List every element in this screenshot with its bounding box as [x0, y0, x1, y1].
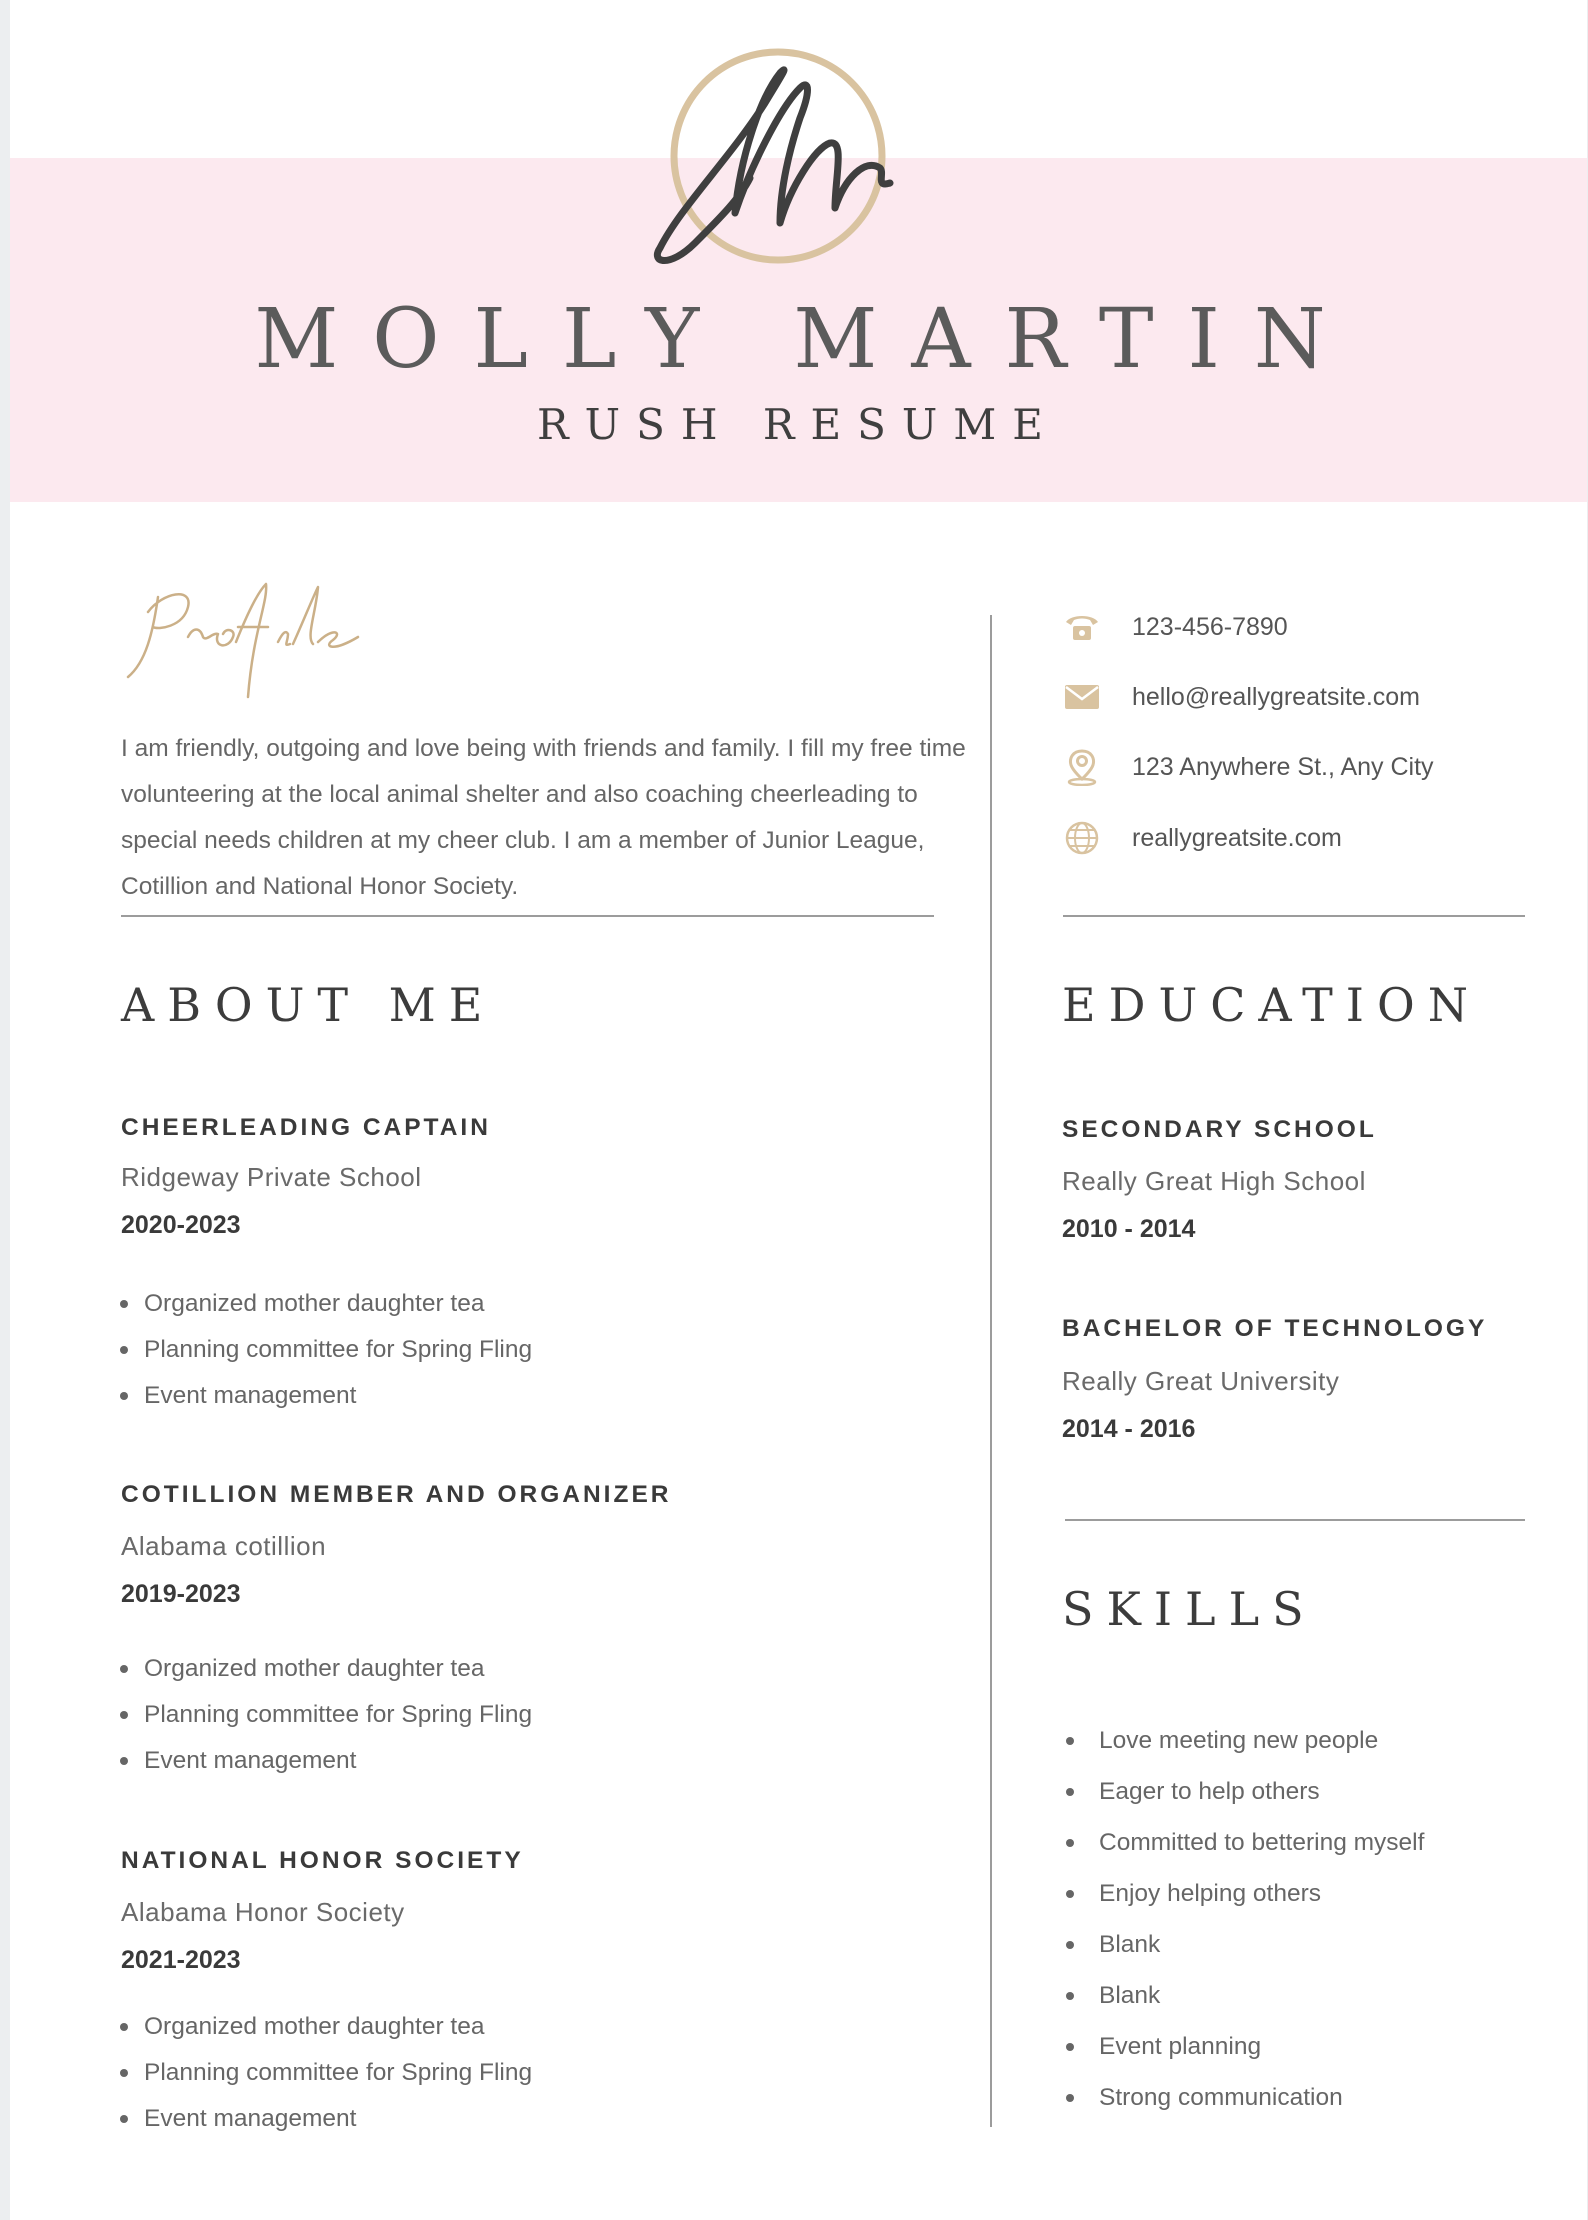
- skills-list: [1066, 1715, 1424, 2123]
- education-entry-school: Really Great High School: [1062, 1166, 1366, 1196]
- column-divider: [990, 615, 992, 2127]
- about-entry-bullets: [120, 1646, 532, 1784]
- about-entry-title: COTILLION MEMBER AND ORGANIZER: [121, 1481, 672, 1508]
- about-entry-years: 2020-2023: [121, 1211, 241, 1239]
- phone-icon: [1062, 607, 1102, 647]
- skill-item: Enjoy helping others: [1066, 1868, 1424, 1919]
- about-entry-years: 2021-2023: [121, 1946, 241, 1974]
- phone-number: 123-456-7890: [1132, 612, 1288, 641]
- skill-item: Eager to help others: [1066, 1766, 1424, 1817]
- list-item: Planning committee for Spring Fling: [120, 2050, 532, 2096]
- list-item: Planning committee for Spring Fling: [120, 1327, 532, 1373]
- about-entry-years: 2019-2023: [121, 1580, 241, 1608]
- globe-icon: [1062, 818, 1102, 858]
- list-item: Event management: [120, 1738, 532, 1784]
- skill-item: Event planning: [1066, 2021, 1424, 2072]
- education-entry-title: SECONDARY SCHOOL: [1062, 1116, 1377, 1143]
- skill-item: Blank: [1066, 1919, 1424, 1970]
- contact-email: [1062, 677, 1420, 717]
- about-entry-title: NATIONAL HONOR SOCIETY: [121, 1847, 524, 1874]
- list-item: Organized mother daughter tea: [120, 1646, 532, 1692]
- list-item: Organized mother daughter tea: [120, 1281, 532, 1327]
- about-heading: ABOUT ME: [121, 978, 496, 1032]
- resume-subtitle: RUSH RESUME: [537, 400, 1059, 449]
- monogram-logo: [640, 48, 900, 278]
- profile-divider: [121, 915, 934, 917]
- contact-phone: [1062, 607, 1288, 647]
- about-entry-org: Ridgeway Private School: [121, 1162, 422, 1192]
- candidate-name: MOLLY MARTIN: [254, 292, 1360, 387]
- list-item: Event management: [120, 2096, 532, 2142]
- street-address: 123 Anywhere St., Any City: [1132, 752, 1434, 781]
- resume-page: [10, 0, 1587, 2220]
- list-item: Event management: [120, 1373, 532, 1419]
- mail-icon: [1062, 677, 1102, 717]
- skill-item: Blank: [1066, 1970, 1424, 2021]
- contact-website: [1062, 818, 1342, 858]
- about-entry-title: CHEERLEADING CAPTAIN: [121, 1114, 491, 1141]
- education-entry-school: Really Great University: [1062, 1366, 1340, 1396]
- profile-script-heading: [118, 572, 378, 702]
- education-divider: [1065, 1519, 1525, 1521]
- about-entry-org: Alabama cotillion: [121, 1531, 327, 1561]
- skills-heading: SKILLS: [1062, 1582, 1317, 1636]
- about-entry-bullets: [120, 1281, 532, 1419]
- education-entry-title: BACHELOR OF TECHNOLOGY: [1062, 1315, 1488, 1342]
- skill-item: Committed to bettering myself: [1066, 1817, 1424, 1868]
- list-item: Organized mother daughter tea: [120, 2004, 532, 2050]
- education-entry-years: 2014 - 2016: [1062, 1415, 1196, 1443]
- list-item: Planning committee for Spring Fling: [120, 1692, 532, 1738]
- email-address: hello@reallygreatsite.com: [1132, 682, 1421, 711]
- skill-item: Strong communication: [1066, 2072, 1424, 2123]
- location-pin-icon: [1062, 747, 1102, 787]
- education-heading: EDUCATION: [1062, 978, 1481, 1032]
- contact-divider: [1063, 915, 1525, 917]
- skill-item: Love meeting new people: [1066, 1715, 1424, 1766]
- education-entry-years: 2010 - 2014: [1062, 1215, 1196, 1243]
- about-entry-org: Alabama Honor Society: [121, 1897, 405, 1927]
- profile-text: I am friendly, outgoing and love being with friends and family. I fill my free time volunteering at the local animal shelter and also coaching cheerleading to special needs children at my cheer club. I am a member of Junior League, Cotillion and National Honor Society.: [121, 735, 966, 900]
- about-entry-bullets: [120, 2004, 532, 2142]
- website-url: reallygreatsite.com: [1132, 823, 1342, 852]
- contact-address: [1062, 747, 1434, 787]
